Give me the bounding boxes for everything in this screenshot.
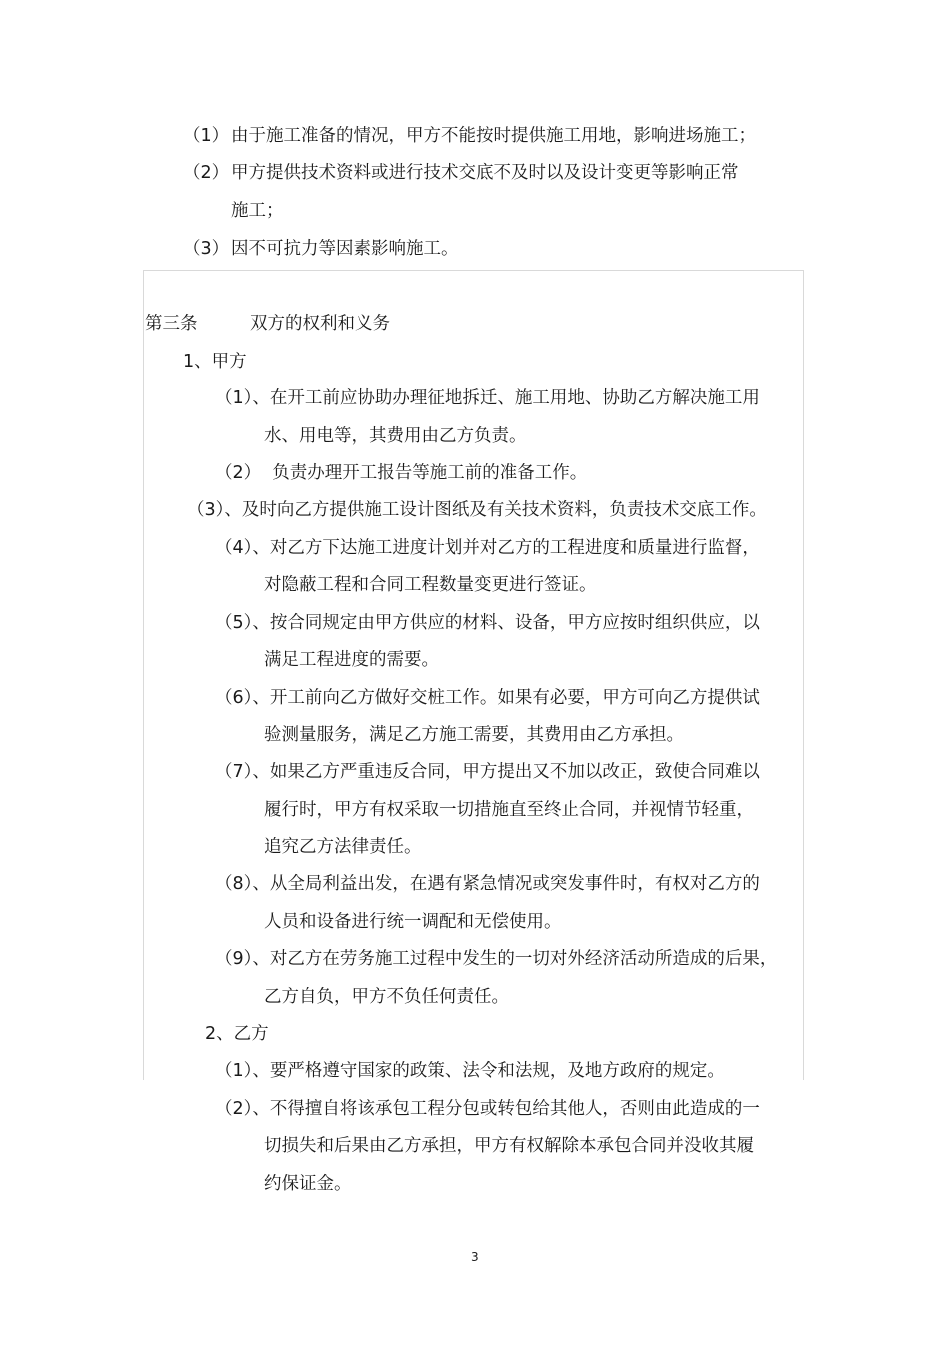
party-a-item-1-cont: 水、用电等，其费用由乙方负责。: [264, 426, 527, 446]
party-a-item-5-cont: 满足工程进度的需要。: [264, 650, 439, 670]
party-a-item-7-cont: 履行时，甲方有权采取一切措施直至终止合同，并视情节轻重，: [264, 800, 754, 820]
party-b-item-2-cont: 切损失和后果由乙方承担，甲方有权解除本承包合同并没收其履: [264, 1136, 754, 1156]
article-label: 第三条: [145, 314, 198, 334]
party-b-item-1: （1）、要严格遵守国家的政策、法令和法规，及地方政府的规定。: [215, 1061, 725, 1081]
party-a-item-6: （6）、开工前向乙方做好交桩工作。如果有必要，甲方可向乙方提供试: [215, 688, 760, 708]
party-a-item-3: （3）、及时向乙方提供施工设计图纸及有关技术资料，负责技术交底工作。: [187, 500, 767, 520]
top-item-text: 因不可抗力等因素影响施工。: [231, 239, 459, 259]
top-item-3: [183, 237, 459, 261]
party-b-item-2-cont2: 约保证金。: [264, 1174, 352, 1194]
party-a-item-4-cont: 对隐蔽工程和合同工程数量变更进行签证。: [264, 575, 597, 595]
party-a-item-7-cont2: 追究乙方法律责任。: [264, 837, 422, 857]
party-a-item-9-cont: 乙方自负，甲方不负任何责任。: [264, 987, 509, 1007]
frame-top-line: [143, 270, 804, 271]
article-title: 双方的权利和义务: [250, 314, 390, 334]
top-item-2-continuation: 施工；: [231, 201, 284, 221]
party-a-item-4: （4）、对乙方下达施工进度计划并对乙方的工程进度和质量进行监督，: [215, 538, 760, 558]
party-b-heading: 2、乙方: [205, 1024, 269, 1044]
frame-left-line: [143, 270, 144, 1080]
page-number: 3: [471, 1250, 479, 1264]
top-item-text: 由于施工准备的情况，甲方不能按时提供施工用地，影响进场施工；: [231, 126, 756, 146]
article-heading: [145, 312, 390, 336]
party-a-item-5: （5）、按合同规定由甲方供应的材料、设备，甲方应按时组织供应，以: [215, 613, 760, 633]
party-a-item-2: （2） 负责办理开工报告等施工前的准备工作。: [215, 463, 588, 483]
party-b-item-2: （2）、不得擅自将该承包工程分包或转包给其他人，否则由此造成的一: [215, 1099, 760, 1119]
top-item-number: （2）: [183, 163, 230, 183]
party-a-item-1: （1）、在开工前应协助办理征地拆迁、施工用地、协助乙方解决施工用: [215, 388, 760, 408]
party-a-item-6-cont: 验测量服务，满足乙方施工需要，其费用由乙方承担。: [264, 725, 684, 745]
top-item-2: [183, 161, 739, 185]
party-a-heading: 1、甲方: [183, 352, 247, 372]
top-item-number: （1）: [183, 126, 230, 146]
party-a-item-8: （8）、从全局利益出发，在遇有紧急情况或突发事件时，有权对乙方的: [215, 874, 760, 894]
top-item-1: [183, 124, 756, 148]
party-a-item-8-cont: 人员和设备进行统一调配和无偿使用。: [264, 912, 562, 932]
party-a-item-9: （9）、对乙方在劳务施工过程中发生的一切对外经济活动所造成的后果，: [215, 949, 778, 969]
party-a-item-7: （7）、如果乙方严重违反合同，甲方提出又不加以改正，致使合同难以: [215, 762, 760, 782]
top-item-number: （3）: [183, 239, 230, 259]
top-item-text: 甲方提供技术资料或进行技术交底不及时以及设计变更等影响正常: [231, 163, 739, 183]
frame-right-line: [803, 270, 804, 1080]
